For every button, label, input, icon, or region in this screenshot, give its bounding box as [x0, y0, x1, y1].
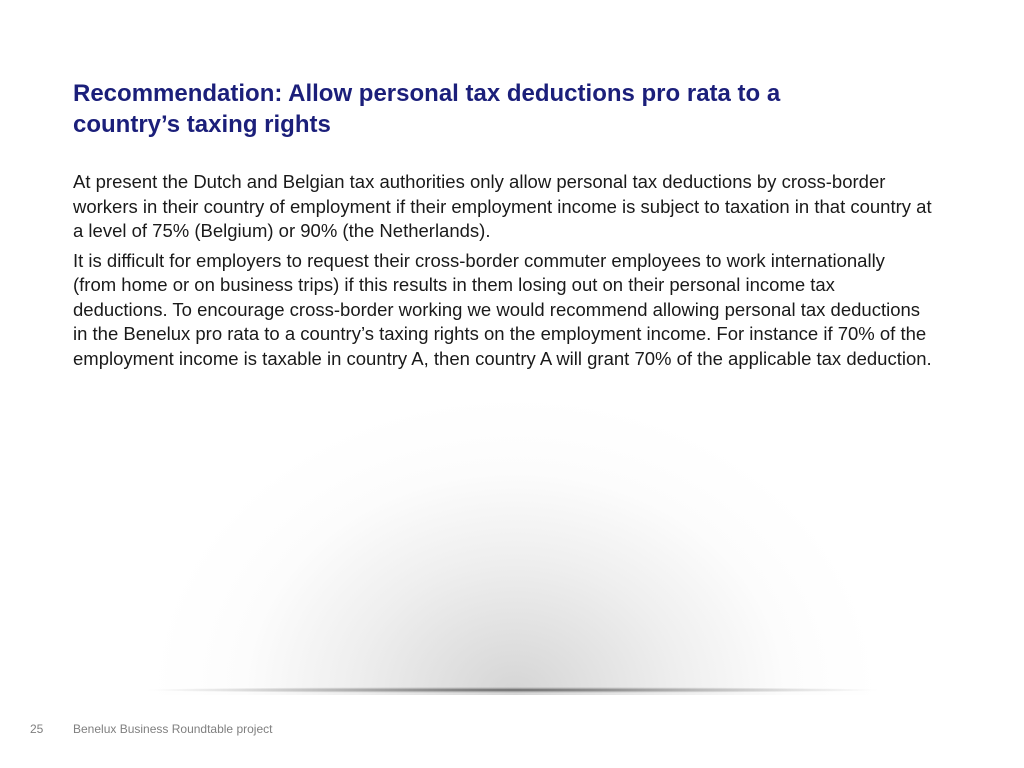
footer-project-name: Benelux Business Roundtable project: [73, 722, 273, 736]
body-paragraph: It is difficult for employers to request their cross-border commuter employees to work internationally (from home or on business trips) if this results in them losing out on their personal income tax deductions. To encourage cross-border working we would recommend allowing personal tax deductions in the Benelux pro rata to a country’s taxing rights on the employment income. For instance if 70% of the employment income is taxable in country A, then country A will grant 70% of the applicable tax deduction.: [73, 249, 932, 369]
decorative-shadow-line: [145, 687, 880, 693]
page-number: 25: [30, 722, 44, 736]
body-paragraph: At present the Dutch and Belgian tax authorities only allow personal tax deductions by cross-border workers in their country of employment if their employment income is subject to taxation in that country at a level of 75% (Belgium) or 90% (the Netherlands).: [73, 171, 932, 241]
decorative-glow: [150, 395, 880, 695]
slide-title: Recommendation: Allow personal tax deductions pro rata to a country’s taxing rights: [73, 80, 781, 138]
slide-body: [73, 170, 933, 376]
